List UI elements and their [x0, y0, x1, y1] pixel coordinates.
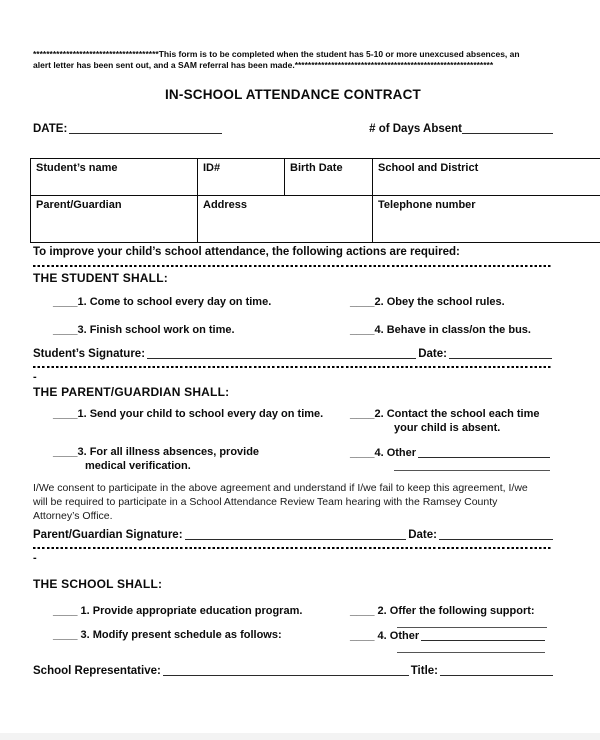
- parent-signature-blank: [185, 528, 407, 540]
- header-note: [33, 49, 557, 71]
- cell-birth-date: Birth Date: [285, 159, 373, 196]
- student-item-4: ____4. Behave in class/on the bus.: [350, 324, 531, 336]
- school-other-blank: [421, 629, 545, 641]
- rep-title-blank: [440, 664, 553, 676]
- student-date-label: Date:: [418, 348, 447, 360]
- parent-item-2-line1: ____2. Contact the school each time: [350, 408, 540, 420]
- consent-paragraph: [33, 481, 528, 523]
- table-row: [31, 196, 600, 243]
- date-blank: [69, 122, 222, 134]
- parent-item-4-label: ____4. Other: [350, 447, 417, 459]
- parent-heading: THE PARENT/GUARDIAN SHALL:: [33, 385, 230, 399]
- parent-item-2-line2: your child is absent.: [394, 422, 501, 434]
- school-item-1: ____ 1. Provide appropriate education program.: [53, 605, 303, 617]
- consent-line3: Attorney’s Office.: [33, 510, 113, 522]
- student-signature-label: Student’s Signature:: [33, 348, 146, 360]
- header-note-line1: **************************************This form is to be completed when the student has 5-10 or more unexcused absences, an: [33, 49, 520, 59]
- school-item-3: ____ 3. Modify present schedule as follows:: [53, 629, 282, 641]
- consent-line1: I/We consent to participate in the above agreement and understand if I/we fail to keep this agreement, I/we: [33, 482, 528, 494]
- parent-other-blank: [418, 446, 550, 458]
- info-table-wrap: [30, 158, 600, 243]
- date-label: DATE:: [33, 123, 68, 135]
- student-heading: THE STUDENT SHALL:: [33, 271, 168, 285]
- date-row: [33, 120, 553, 135]
- school-heading: THE SCHOOL SHALL:: [33, 577, 163, 591]
- school-support-blank: [397, 619, 547, 628]
- cell-student-name: Student’s name: [31, 159, 198, 196]
- days-absent-label: # of Days Absent: [369, 123, 462, 135]
- student-signature-row: [33, 346, 552, 360]
- parent-item-3-line2: medical verification.: [85, 460, 191, 472]
- separator-dashed: [33, 547, 553, 549]
- cell-address: Address: [198, 196, 373, 243]
- parent-item-3-line1: ____3. For all illness absences, provide: [53, 446, 260, 458]
- school-item-4: [350, 629, 545, 642]
- separator-dashed: [33, 366, 553, 368]
- table-row: [31, 159, 600, 196]
- school-representative-label: School Representative:: [33, 665, 161, 677]
- days-absent-blank: [462, 122, 553, 134]
- parent-signature-row: [33, 527, 553, 541]
- intro-text: To improve your child’s school attendance, the following actions are required:: [33, 246, 460, 258]
- student-item-1: ____1. Come to school every day on time.: [53, 296, 272, 308]
- parent-item-1: ____1. Send your child to school every day on time.: [53, 408, 324, 420]
- cell-id: ID#: [198, 159, 285, 196]
- school-other-blank-2: [397, 644, 545, 653]
- cell-telephone: Telephone number: [373, 196, 600, 243]
- student-signature-blank: [147, 347, 416, 359]
- school-representative-blank: [163, 664, 409, 676]
- info-table: [30, 158, 600, 243]
- parent-other-blank-2: [394, 462, 550, 471]
- cell-parent-guardian: Parent/Guardian: [31, 196, 198, 243]
- header-note-line2: alert letter has been sent out, and a SAM referral has been made.************************************************************: [33, 60, 494, 70]
- parent-date-blank: [439, 528, 553, 540]
- cell-school-district: School and District: [373, 159, 600, 196]
- page-title: IN-SCHOOL ATTENDANCE CONTRACT: [164, 87, 422, 102]
- school-representative-row: [33, 663, 553, 677]
- rep-title-label: Title:: [410, 665, 438, 677]
- separator-dashed: [33, 265, 553, 267]
- school-item-4-label: ____ 4. Other: [350, 630, 420, 642]
- page-bottom-edge: [0, 733, 600, 740]
- school-item-2: ____ 2. Offer the following support:: [350, 605, 535, 617]
- student-item-2: ____2. Obey the school rules.: [350, 296, 505, 308]
- parent-date-label: Date:: [408, 529, 437, 541]
- student-date-blank: [449, 347, 552, 359]
- dash-mark: -: [33, 371, 37, 383]
- dash-mark: -: [33, 552, 37, 564]
- student-item-3: ____3. Finish school work on time.: [53, 324, 235, 336]
- consent-line2: will be required to participate in a School Attendance Review Team hearing with the Ramsey County: [33, 496, 498, 508]
- parent-signature-label: Parent/Guardian Signature:: [33, 529, 183, 541]
- parent-item-4: [350, 446, 550, 459]
